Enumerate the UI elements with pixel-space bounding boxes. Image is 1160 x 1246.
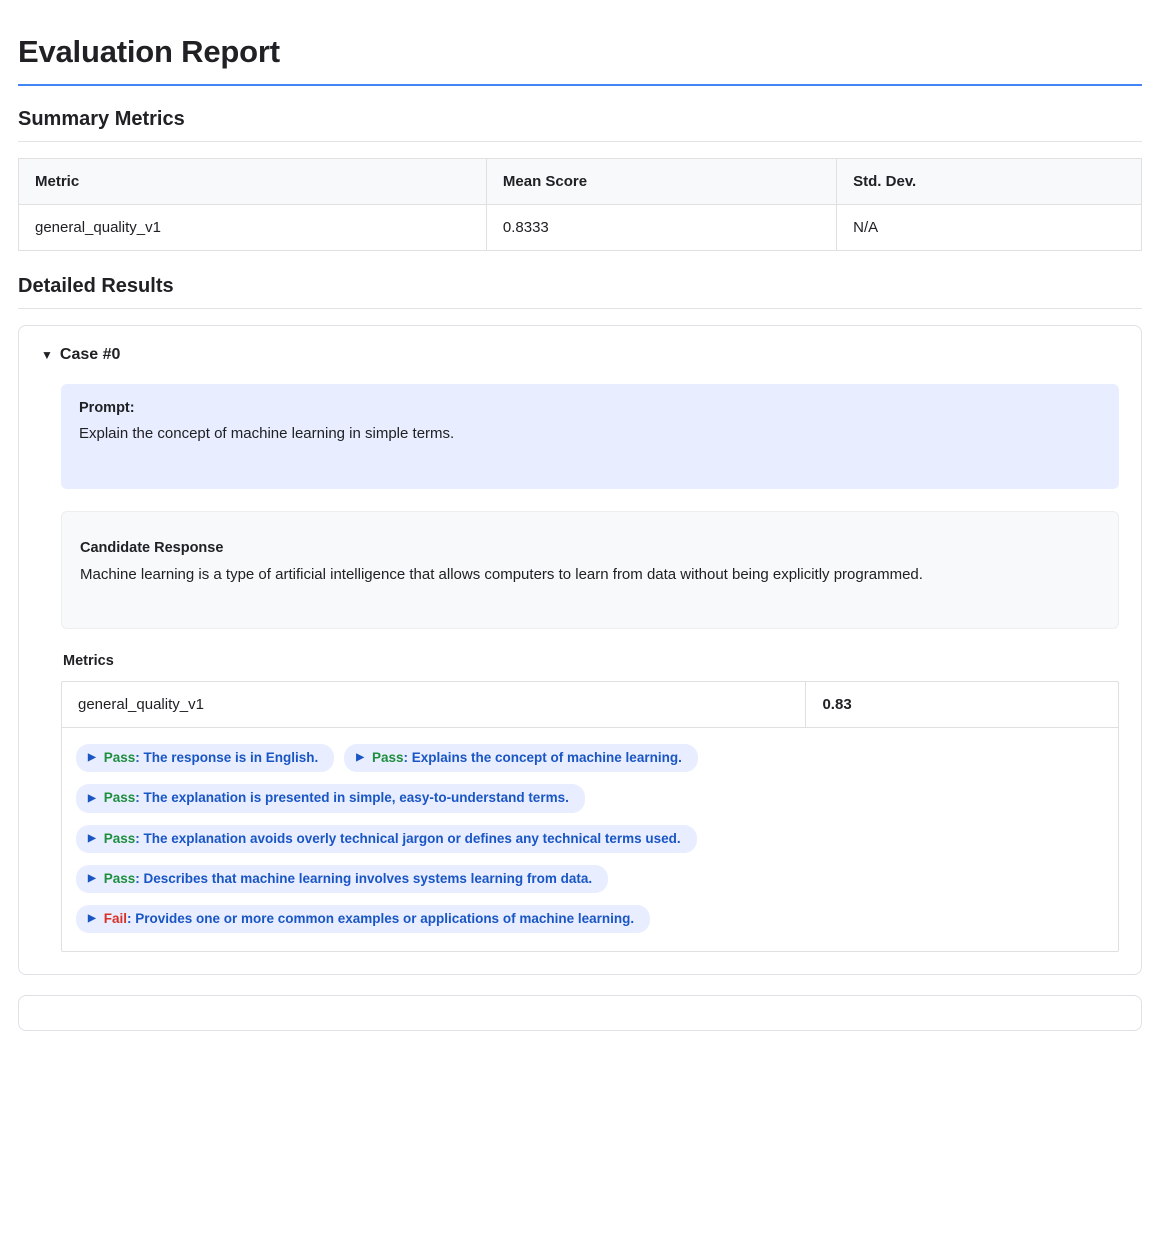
checks-list (62, 728, 1118, 951)
check-text: : Describes that machine learning involves systems learning from data. (135, 870, 593, 886)
prompt-text: Explain the concept of machine learning in simple terms. (79, 425, 455, 442)
page-title: Evaluation Report (18, 34, 280, 69)
caret-right-icon[interactable]: ▶ (88, 913, 96, 925)
list-item[interactable] (76, 865, 608, 893)
check-text: : Provides one or more common examples or applications of machine learning. (126, 911, 635, 926)
check-text: : The response is in English. (135, 750, 319, 766)
caret-right-icon[interactable]: ▶ (356, 752, 364, 764)
case-title: Case #0 (59, 346, 121, 363)
case-metrics-table (61, 681, 1119, 952)
next-case-card (18, 995, 1142, 1031)
table-row (62, 682, 1118, 728)
checks-row (76, 905, 1104, 933)
checks-row (76, 784, 1104, 812)
summary-divider (18, 141, 1142, 142)
column-header-metric: Metric (19, 159, 487, 205)
cell-metric-name: general_quality_v1 (19, 205, 487, 251)
caret-right-icon[interactable]: ▶ (88, 752, 96, 764)
summary-metrics-heading: Summary Metrics (18, 108, 185, 130)
status-badge: Pass (103, 870, 136, 886)
status-badge: Pass (103, 830, 136, 846)
list-item[interactable] (76, 825, 697, 853)
list-item[interactable] (76, 905, 650, 933)
table-row (19, 205, 1142, 251)
checks-row (76, 865, 1104, 893)
checks-row (76, 825, 1104, 853)
check-text: : The explanation avoids overly technical jargon or defines any technical terms used. (135, 830, 681, 846)
prompt-block (61, 384, 1119, 489)
caret-right-icon[interactable]: ▶ (88, 872, 96, 884)
candidate-response-text: Machine learning is a type of artificial intelligence that allows computers to learn from data without being explicitly programmed. (80, 565, 923, 583)
detailed-divider (18, 308, 1142, 309)
status-badge: Fail (103, 911, 127, 926)
metrics-subheading: Metrics (63, 653, 114, 670)
status-badge: Pass (103, 750, 136, 766)
status-badge: Pass (103, 790, 136, 806)
list-item[interactable] (76, 744, 334, 772)
check-text: : Explains the concept of machine learning. (403, 750, 682, 766)
title-divider (18, 84, 1142, 86)
table-header-row (19, 159, 1142, 205)
cell-metric-name: general_quality_v1 (62, 682, 806, 727)
caret-right-icon[interactable]: ▶ (88, 832, 96, 844)
candidate-response-block (61, 511, 1119, 630)
cell-mean-score: 0.8333 (486, 205, 836, 251)
cell-metric-score: 0.83 (822, 696, 852, 714)
column-header-mean-score: Mean Score (486, 159, 836, 205)
status-badge: Pass (371, 750, 404, 766)
caret-down-icon[interactable]: ▼ (41, 348, 53, 362)
case-card (18, 325, 1142, 975)
case-body (39, 384, 1121, 952)
candidate-response-label: Candidate Response (80, 539, 224, 556)
prompt-label: Prompt: (79, 400, 135, 416)
list-item[interactable] (76, 784, 585, 812)
list-item[interactable] (344, 744, 698, 772)
detailed-results-heading: Detailed Results (18, 275, 174, 297)
caret-right-icon[interactable]: ▶ (88, 792, 96, 804)
cell-std-dev: N/A (837, 205, 1142, 251)
summary-metrics-table (18, 158, 1142, 251)
checks-row (76, 744, 1104, 772)
case-toggle-header[interactable] (41, 346, 1121, 364)
check-text: : The explanation is presented in simple, easy-to-understand terms. (135, 790, 569, 806)
spacer (18, 251, 1142, 275)
column-header-std-dev: Std. Dev. (837, 159, 1142, 205)
